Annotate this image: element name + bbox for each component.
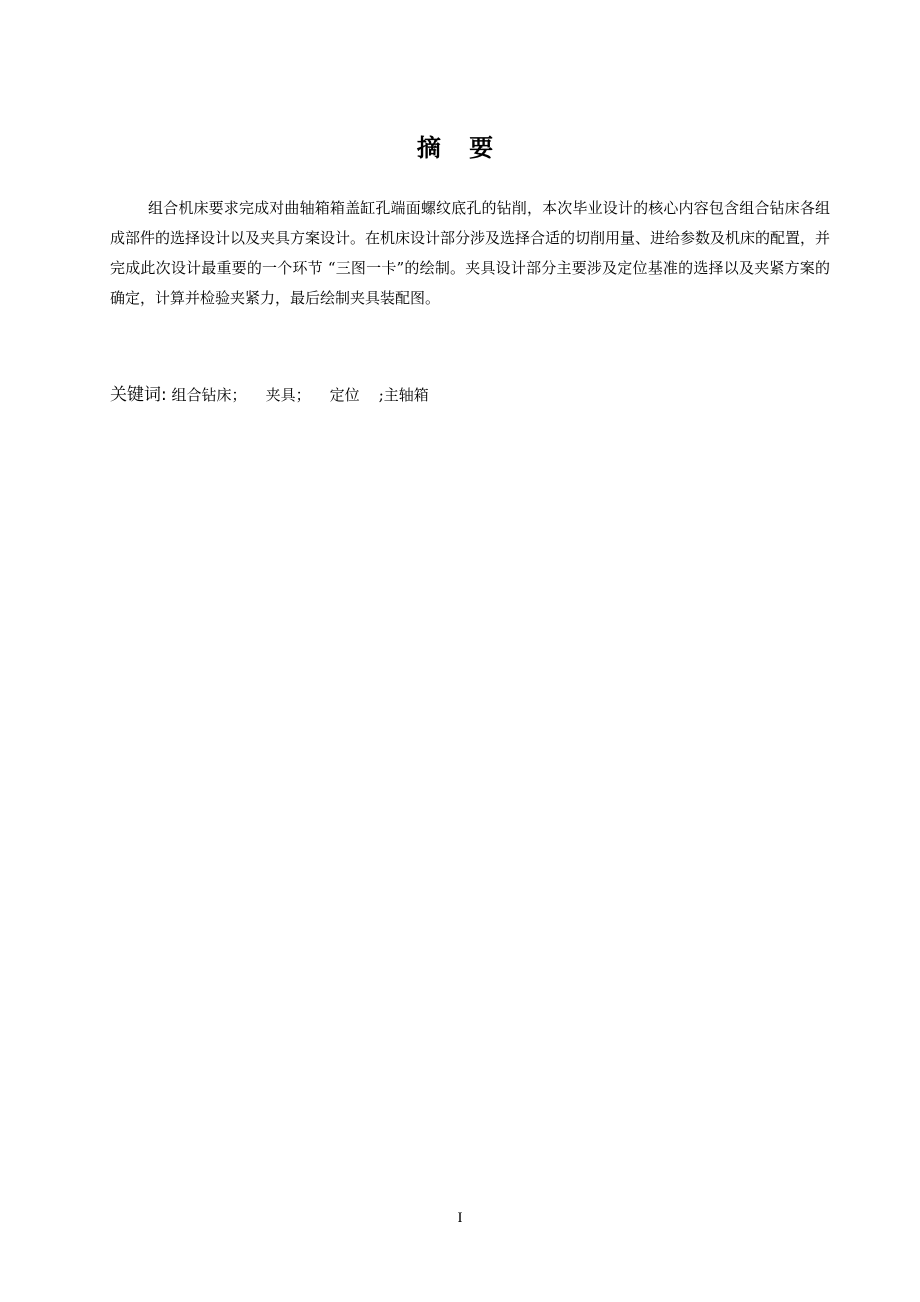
page-number: I	[457, 1210, 463, 1226]
keywords-line	[110, 380, 429, 410]
keywords-label: 关键词:	[110, 385, 167, 405]
abstract-paragraph: 组合机床要求完成对曲轴箱箱盖缸孔端面螺纹底孔的钻削，本次毕业设计的核心内容包含组合钻床各组成部件的选择设计以及夹具方案设计。在机床设计部分涉及选择合适的切削用量、进给参数及机床的配置，并完成此次设计最重要的一个环节 “三图一卡”的绘制。夹具设计部分主要涉及定位基准的选择以及夹紧方案的确定，计算并检验夹紧力，最后绘制夹具装配图。	[110, 199, 831, 307]
keywords-list: 组合钻床； 夹具； 定位 ;主轴箱	[166, 386, 429, 404]
page-title: 摘 要	[416, 134, 504, 162]
